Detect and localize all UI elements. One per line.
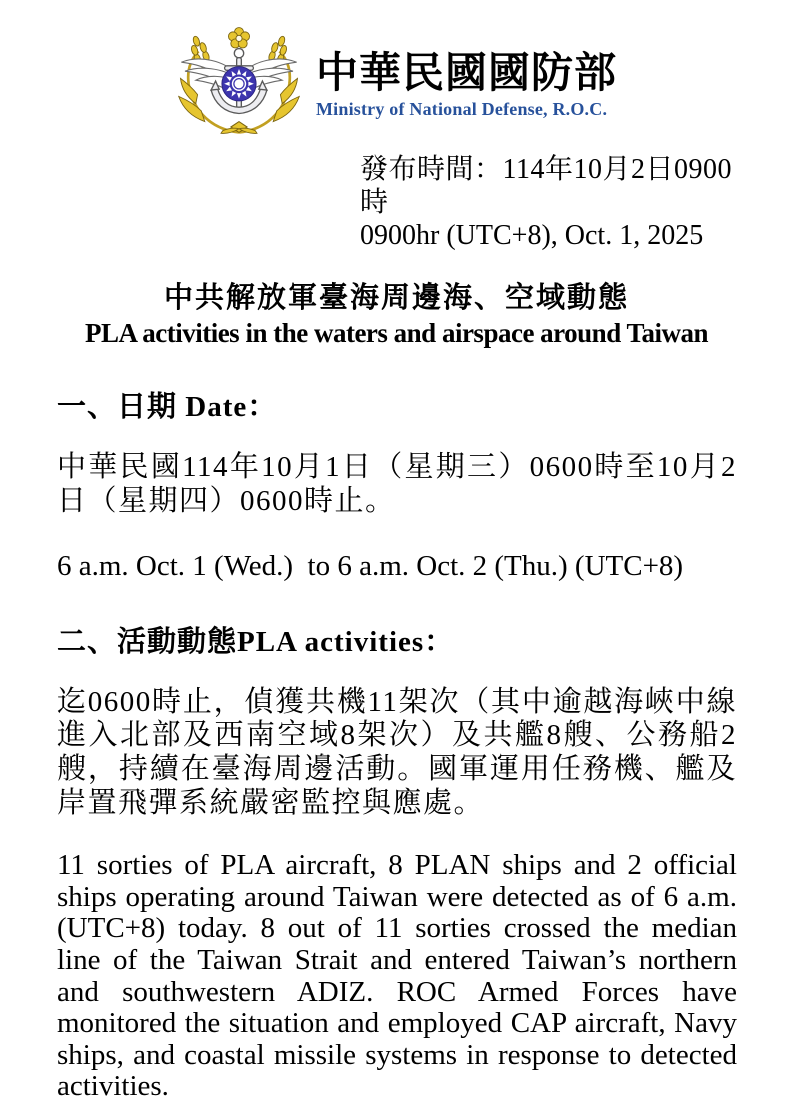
release-time-block — [360, 154, 753, 252]
section-activities-heading: 二、活動動態PLA activities： — [57, 625, 455, 658]
document-body — [57, 384, 737, 1103]
section-date — [57, 384, 737, 583]
section-activities-body-en: 11 sorties of PLA aircraft, 8 PLAN ships and 2 official ships operating around Taiwan were detected as of 6 a.m. (UTC+8) today. 8 out of 11 sorties crossed the median line of the Taiwan Strait and entered Taiwan’s northern and southwestern ADIZ. ROC Armed Forces have monitored the situation and employed CAP aircraft, Navy ships, and coastal missile systems in response to detected activities. — [57, 849, 737, 1103]
document-title-en: PLA activities in the waters and airspace around Taiwan — [84, 317, 709, 348]
section-activities-body-zh: 迄0600時止，偵獲共機11架次（其中逾越海峽中線進入北部及西南空域8架次）及共艦8艘、公務船2艘，持續在臺海周邊活動。國軍運用任務機、艦及岸置飛彈系統嚴密監控與應處。 — [57, 685, 737, 819]
release-time-zh: 發布時間：114年10月2日0900時 — [360, 154, 732, 218]
document-title-zh: 中共解放軍臺海周邊海、空域動態 — [163, 282, 629, 315]
section-date-heading: 一、日期 Date： — [57, 390, 278, 423]
section-activities — [57, 619, 737, 1103]
section-date-body-zh: 中華民國114年10月1日（星期三）0600時至10月2日（星期四）0600時止。 — [57, 450, 737, 517]
mnd-emblem-icon — [176, 26, 302, 138]
header — [0, 0, 793, 138]
org-name-en: Ministry of National Defense, R.O.C. — [315, 99, 608, 120]
document-title — [0, 282, 793, 348]
release-time-en: 0900hr (UTC+8), Oct. 1, 2025 — [360, 219, 704, 251]
section-date-body-en: 6 a.m. Oct. 1 (Wed.) to 6 a.m. Oct. 2 (Thu.) (UTC+8) — [57, 550, 684, 583]
org-name-zh: 中華民國國防部 — [315, 51, 617, 97]
plum-blossom-icon — [228, 28, 249, 48]
org-name-block — [316, 26, 617, 120]
national-sun-icon — [222, 67, 256, 101]
